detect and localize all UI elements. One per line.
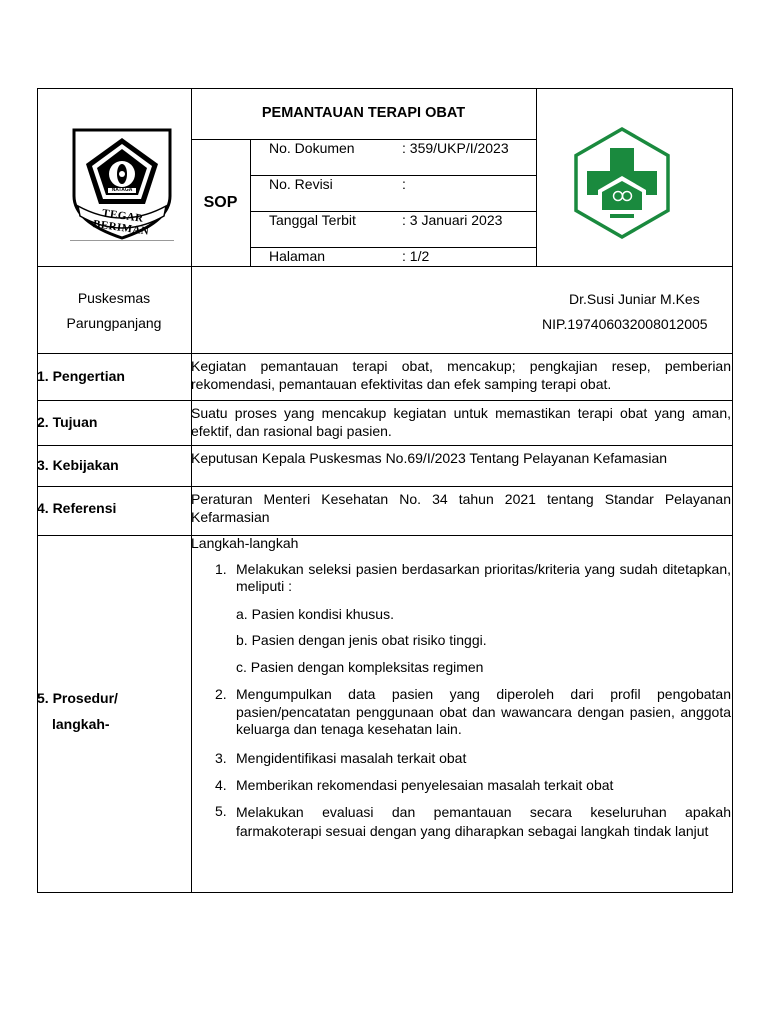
column-divider-right (536, 88, 537, 266)
meta-value-revision: : (402, 176, 406, 192)
section-text-referensi: Peraturan Menteri Kesehatan No. 34 tahun 2021 tentang Standar Pelayanan Kefarmasian (191, 491, 731, 525)
emblem-inner-text: NATAGA (111, 187, 133, 193)
section-label-tujuan: 2. Tujuan (37, 414, 98, 430)
meta-value-issue-date: : 3 Januari 2023 (402, 212, 503, 228)
section-label-kebijakan: 3. Kebijakan (37, 457, 119, 473)
section-text-kebijakan: Keputusan Kepala Puskesmas No.69/I/2023 Tentang Pelayanan Kefamasian (191, 450, 668, 466)
meta-label-revision: No. Revisi (269, 176, 333, 192)
section-row-line (37, 535, 733, 536)
step-number: 5. (215, 803, 227, 819)
procedure-intro: Langkah-langkah (191, 535, 299, 551)
section-row-line (37, 400, 733, 401)
section-label-pengertian: 1. Pengertian (37, 368, 125, 384)
step-text: Melakukan evaluasi dan pemantauan secara keseluruhan apakah farmakoterapi sesuai dengan yang diharapkan sebagai langkah tindak lanjut (236, 804, 731, 839)
table-border-right (732, 88, 733, 893)
section-text-tujuan: Suatu proses yang mencakup kegiatan untuk memastikan terapi obat yang aman, efektif, dan rasional bagi pasien. (191, 405, 731, 439)
sub-item: a. Pasien kondisi khusus. (236, 606, 394, 622)
table-border-top (37, 88, 733, 89)
puskesmas-logo (572, 126, 672, 240)
sop-label: SOP (203, 194, 238, 211)
step-number: 4. (215, 777, 227, 793)
sub-item: c. Pasien dengan kompleksitas regimen (236, 659, 484, 675)
org-name-line1: Puskesmas (77, 290, 151, 306)
section-row-line (37, 486, 733, 487)
meta-value-document-number: : 359/UKP/I/2023 (402, 140, 509, 156)
section-row-line (37, 445, 733, 446)
emblem-underline (70, 240, 174, 241)
section-label-prosedur-cont: langkah- (52, 716, 110, 732)
signer-nip: NIP.197406032008012005 (542, 316, 708, 332)
table-border-bottom (37, 892, 733, 893)
step-number: 2. (215, 686, 227, 702)
section-row-line (37, 266, 733, 267)
signer-name: Dr.Susi Juniar M.Kes (569, 291, 700, 307)
meta-label-page: Halaman (269, 248, 326, 264)
meta-value-page: : 1/2 (402, 248, 430, 264)
step-text: Mengidentifikasi masalah terkait obat (236, 750, 467, 766)
document-title: PEMANTAUAN TERAPI OBAT (261, 105, 466, 121)
step-text: Melakukan seleksi pasien berdasarkan prioritas/kriteria yang sudah ditetapkan, meliputi : (236, 561, 731, 594)
emblem-motto: TEGAR BERIMAN (92, 207, 151, 238)
step-text: Mengumpulkan data pasien yang diperoleh dari profil pengobatan pasien/pencatatan penggunaan obat dan wawancara dengan pasien, anggota keluarga dan tenaga kesehatan lain. (236, 686, 731, 737)
meta-label-document-number: No. Dokumen (269, 140, 355, 156)
step-number: 3. (215, 750, 227, 766)
section-label-prosedur: 5. Prosedur/ (37, 690, 118, 706)
section-text-pengertian: Kegiatan pemantauan terapi obat, mencakup; pengkajian resep, pemberian rekomendasi, pemantauan efektivitas dan efek samping terapi obat. (191, 358, 731, 392)
sub-item: b. Pasien dengan jenis obat risiko tinggi. (236, 632, 487, 648)
section-label-referensi: 4. Referensi (37, 500, 117, 516)
org-name-line2: Parungpanjang (66, 315, 162, 331)
section-row-line (37, 353, 733, 354)
regency-emblem (68, 126, 176, 242)
table-border-left (37, 88, 38, 893)
step-number: 1. (215, 561, 227, 577)
step-text: Memberikan rekomendasi penyelesaian masalah terkait obat (236, 777, 614, 793)
meta-label-issue-date: Tanggal Terbit (269, 212, 356, 228)
